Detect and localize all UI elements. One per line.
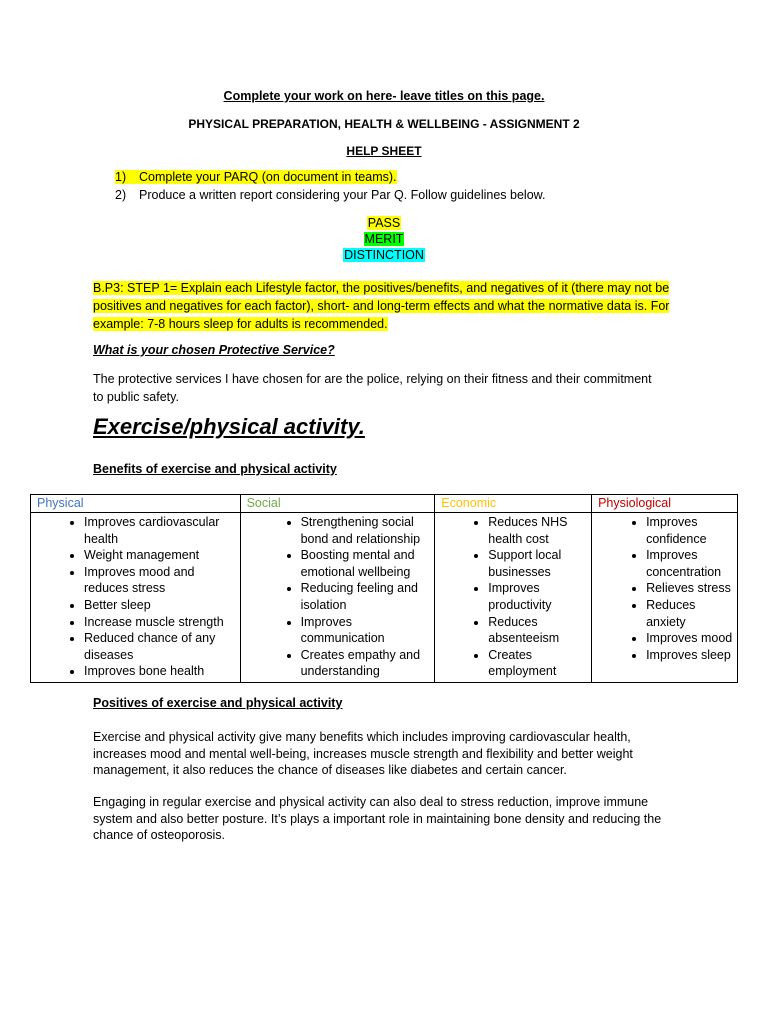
list-item: • Improves mood and reduces stress — [84, 564, 240, 597]
list-item: • Weight management — [84, 547, 240, 564]
header-social: Social — [240, 495, 435, 513]
list-item: • Creates empathy and understanding — [301, 647, 435, 680]
physical-cell — [31, 513, 241, 683]
grade-distinction: DISTINCTION — [344, 248, 424, 262]
table-row — [31, 513, 738, 683]
list-item: • Relieves stress — [646, 580, 737, 597]
task-item: 2) Produce a written report considering your Par Q. Follow guidelines below. — [115, 188, 546, 202]
list-item: • Strengthening social bond and relationship — [301, 514, 435, 547]
list-item: • Improves communication — [301, 614, 435, 647]
task-item: 1) Complete your PARQ (on document in teams). — [115, 170, 397, 184]
list-item: • Reducing feeling and isolation — [301, 580, 435, 613]
question-label: What is your chosen Protective Service? — [93, 343, 335, 357]
social-cell — [240, 513, 435, 683]
list-item: • Improves concentration — [646, 547, 737, 580]
benefits-heading: Benefits of exercise and physical activity — [93, 462, 337, 476]
header-economic: Economic — [435, 495, 592, 513]
grade-merit: MERIT — [364, 232, 404, 246]
list-item: • Creates employment — [488, 647, 591, 680]
table-header-row — [31, 495, 738, 513]
list-item: • Improves cardiovascular health — [84, 514, 240, 547]
instruction-line: Complete your work on here- leave titles on this page. — [223, 89, 545, 103]
list-item: • Reduces absenteeism — [488, 614, 591, 647]
list-item: • Improves confidence — [646, 514, 737, 547]
list-item: • Better sleep — [84, 597, 240, 614]
physiological-cell — [592, 513, 738, 683]
list-item: • Increase muscle strength — [84, 614, 240, 631]
list-item: • Reduced chance of any diseases — [84, 630, 240, 663]
header-physical: Physical — [31, 495, 241, 513]
step-instructions: B.P3: STEP 1= Explain each Lifestyle factor, the positives/benefits, and negatives of it (there may not be positives and negatives for each factor), short- and long-term effects and what the normative data is. For example: 7-8 hours sleep for adults is recommended. — [93, 281, 670, 331]
list-item: • Reduces anxiety — [646, 597, 737, 630]
list-item: • Boosting mental and emotional wellbeing — [301, 547, 435, 580]
benefits-table — [30, 494, 738, 683]
economic-cell — [435, 513, 592, 683]
grade-pass: PASS — [367, 216, 401, 230]
list-item: • Reduces NHS health cost — [488, 514, 591, 547]
list-item: • Improves bone health — [84, 663, 240, 680]
header-physiological: Physiological — [592, 495, 738, 513]
help-sheet-title: HELP SHEET — [346, 144, 422, 158]
positives-paragraph-1: Exercise and physical activity give many benefits which includes improving cardiovascular health, increases mood and mental well-being, increases muscle strength and flexibility and better weight management, it also reduces the chance of diseases like diabetes and certain cancer. — [93, 730, 633, 777]
task-list — [115, 169, 545, 205]
question-answer: The protective services I have chosen for are the police, relying on their fitness and their commitment to public safety. — [93, 372, 652, 404]
list-item: • Improves mood — [646, 630, 737, 647]
assignment-title: PHYSICAL PREPARATION, HEALTH & WELLBEING - ASSIGNMENT 2 — [188, 117, 580, 131]
list-item: • Improves productivity — [488, 580, 591, 613]
section-title: Exercise/physical activity. — [93, 414, 365, 439]
list-item: • Improves sleep — [646, 647, 737, 664]
positives-paragraph-2: Engaging in regular exercise and physical activity can also deal to stress reduction, improve immune system and also better posture. It’s plays a important role in maintaining bone density and reducing the chance of osteoporosis. — [93, 795, 662, 842]
list-item: • Support local businesses — [488, 547, 591, 580]
positives-heading: Positives of exercise and physical activity — [93, 696, 343, 710]
